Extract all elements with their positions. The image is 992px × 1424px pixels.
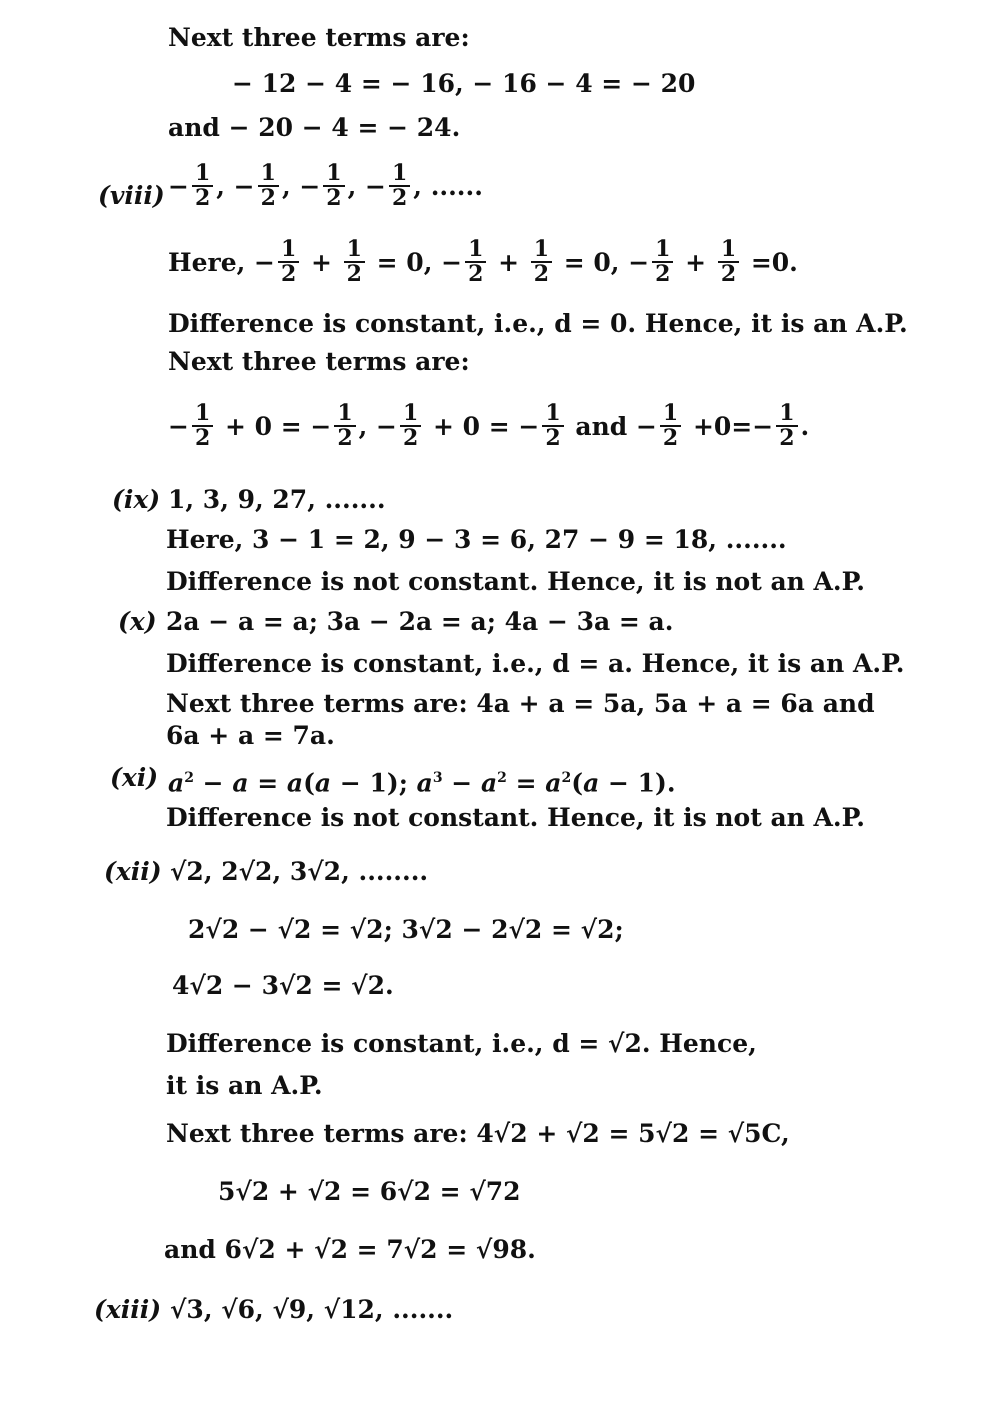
xii-sequence: √2, 2√2, 3√2, ........ [170,857,429,886]
viii-sequence: − $\frac{1}{2}$ , − $\frac{1}{2}$ , − $\frac{1}{2}$ , − $\frac{1}{2}$ , ...... [168,160,483,211]
and-word: and [168,113,220,142]
xii-diff-line2: 4√2 − 3√2 = √2. [172,971,394,1000]
xii-difference-text: Difference is constant, i.e., d = √2. Hence, [166,1029,757,1058]
viii-next-heading: Next three terms are: [168,347,470,376]
xii-next-line1: Next three terms are: 4√2 + √2 = 5√2 = √5C, [166,1119,790,1148]
x-next-line1: Next three terms are: 4a + a = 5a, 5a + a = 6a and [166,689,875,718]
label-x: (x) [118,607,157,636]
vii-calc-value: − 20 − 4 = − 24. [228,113,461,142]
label-viii: (viii) [98,181,165,210]
label-xii: (xii) [104,857,162,886]
xii-diff-line1: 2√2 − √2 = √2; 3√2 − 2√2 = √2; [188,915,624,944]
next-three-terms-heading: Next three terms are: [168,23,470,52]
viii-next-terms: − $\frac{1}{2}$ + 0 = − $\frac{1}{2}$ , − $\frac{1}{2}$ + 0 = − $\frac{1}{2}$ and − $\frac{1}{2}$ +0=− $\frac{1}{2}$ . [168,400,810,451]
xi-expression: $a^2 - a = a(a - 1)$; $a^3 - a^2 = a^2(a - 1)$. [168,768,676,798]
ix-difference-text: Difference is not constant. Hence, it is not an A.P. [166,567,865,596]
viii-difference-text: Difference is constant, i.e., d = 0. Hence, it is an A.P. [168,309,908,338]
label-xi: (xi) [110,763,159,792]
xiii-sequence: √3, √6, √9, √12, ....... [170,1295,454,1324]
xi-difference-text: Difference is not constant. Hence, it is not an A.P. [166,803,865,832]
xii-next-line3: and 6√2 + √2 = 7√2 = √98. [164,1235,536,1264]
vii-calc-line1: − 12 − 4 = − 16, − 16 − 4 = − 20 [232,69,696,98]
label-xiii: (xiii) [94,1295,162,1324]
x-next-line2: 6a + a = 7a. [166,721,335,750]
xii-ap-text: it is an A.P. [166,1071,323,1100]
ix-sequence: 1, 3, 9, 27, ....... [168,485,386,514]
label-ix: (ix) [112,485,161,514]
vii-calc-line2 [168,112,460,144]
ix-here-line: Here, 3 − 1 = 2, 9 − 3 = 6, 27 − 9 = 18, ....... [166,525,787,554]
x-difference-text: Difference is constant, i.e., d = a. Hence, it is an A.P. [166,649,905,678]
x-sequence: 2a − a = a; 3a − 2a = a; 4a − 3a = a. [166,607,674,636]
xii-next-line2: 5√2 + √2 = 6√2 = √72 [218,1177,521,1206]
viii-here-line: Here, − $\frac{1}{2}$ + $\frac{1}{2}$ = 0, − $\frac{1}{2}$ + $\frac{1}{2}$ = 0, − $\frac{1}{2}$ + $\frac{1}{2}$ =0. [168,236,798,287]
